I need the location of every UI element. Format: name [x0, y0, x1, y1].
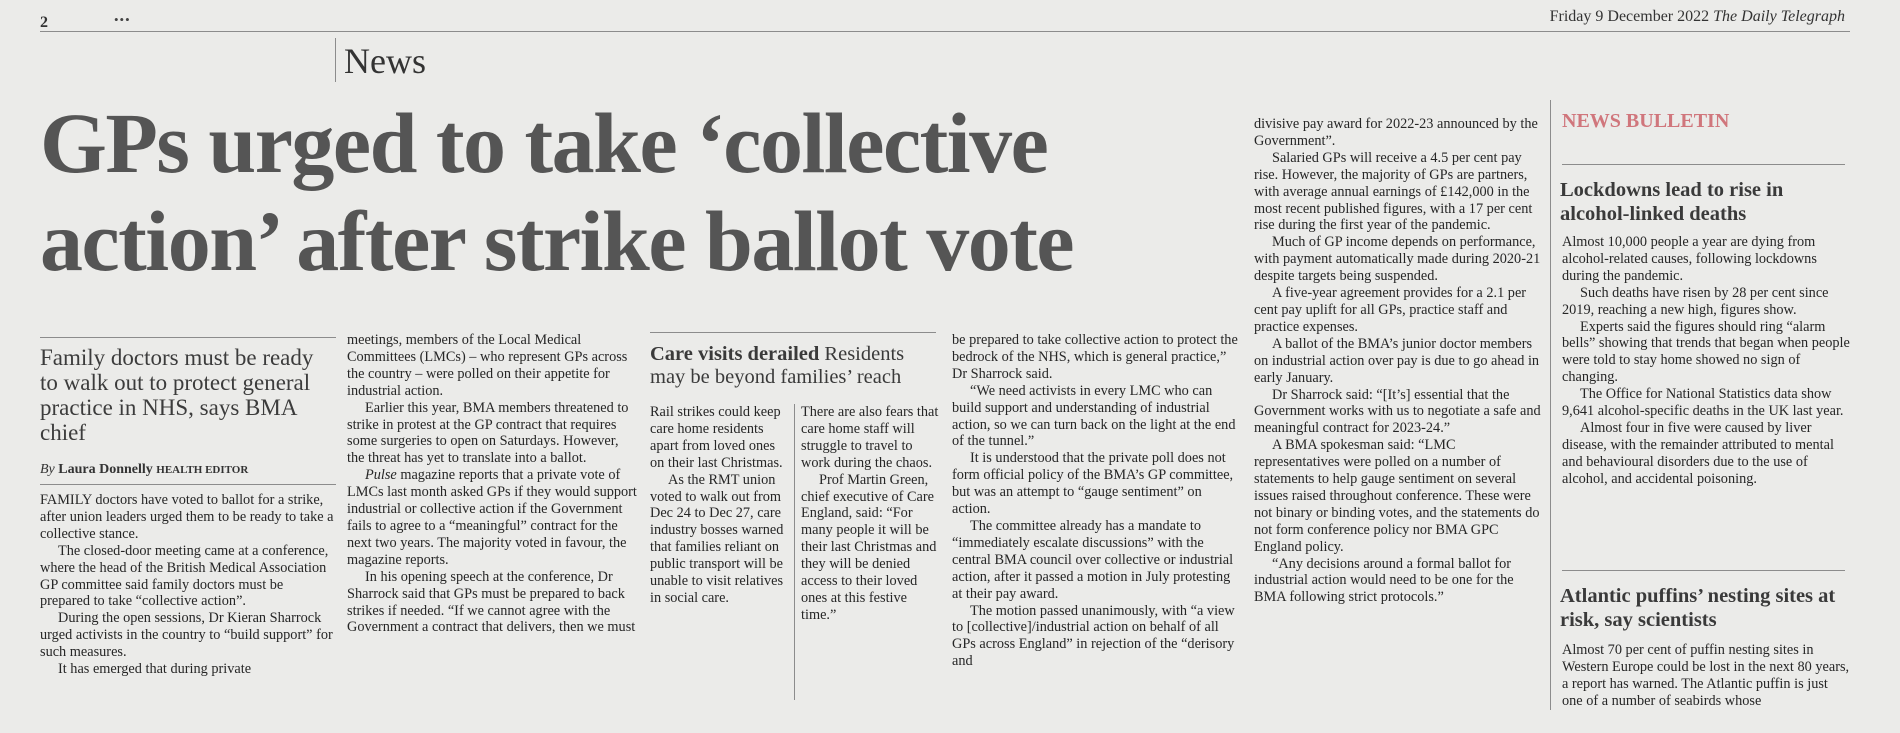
story-paragraph: “Any decisions around a formal ballot for industrial action would need to be one for the BMA following strict protocols.”: [1254, 555, 1514, 606]
story-paragraph: Salaried GPs will receive a 4.5 per cent pay rise. However, the majority of GPs are partners, with average annual earnings of £142,000 in the most recent published figures, with a 17 per cent rise during the first year of the pandemic.: [1254, 149, 1533, 234]
byline: [40, 462, 248, 478]
side-story-headline: [650, 343, 940, 389]
paper-name: The Daily Telegraph: [1713, 8, 1845, 25]
story-paragraph: Much of GP income depends on performance, with payment automatically made during 2020-21 despite targets being suspended.: [1254, 234, 1541, 285]
story-paragraph: FAMILY doctors have voted to ballot for a strike, after union leaders urged them to be ready to take a collective stance.: [40, 492, 334, 542]
side-story-headline-rest: Residents may be beyond families’ reach: [650, 343, 905, 388]
side-story-column-rule: [794, 404, 795, 700]
story-paragraph: The committee already has a mandate to “immediately escalate discussions” with the central BMA council over collective or industrial action, after it passed a motion in July protesting at their pay award.: [952, 517, 1234, 602]
bulletin-rule-2: [1562, 570, 1845, 571]
side-story-column-b: [801, 404, 941, 704]
story-column-4: [1254, 116, 1544, 704]
bulletin-paragraph: The Office for National Statistics data show 9,641 alcohol-specific deaths in the UK last year.: [1562, 386, 1844, 420]
story-paragraph: The closed-door meeting came at a conference, where the head of the British Medical Association GP committee said family doctors must be prepared to take “collective action”.: [40, 542, 329, 610]
bulletin-rule-1: [1562, 164, 1845, 165]
story-paragraph: meetings, members of the Local Medical Committees (LMCs) – who represent GPs across the country – were polled on their appetite for industrial action.: [347, 332, 628, 399]
bulletin-item2-headline: Atlantic puffins’ nesting sites at risk, say scientists: [1560, 585, 1836, 631]
standfirst: Family doctors must be ready to walk out to protect general practice in NHS, says BMA chief: [40, 345, 314, 445]
main-headline-line1: GPs urged to take ‘collective: [40, 95, 1048, 191]
side-story-kicker: Care visits derailed: [650, 343, 820, 365]
story-paragraph: A BMA spokesman said: “LMC representatives were polled on a number of statements to help gauge sentiment on several issues raised throughout conference. These were not binary or binding votes, and the statements do not form conference policy nor BMA GPC England policy.: [1254, 437, 1540, 555]
edition-date: Friday 9 December 2022: [1549, 8, 1710, 25]
story-paragraph: During the open sessions, Dr Kieran Sharrock urged activists in the country to “build support” for such measures.: [40, 610, 333, 661]
story-paragraph: It has emerged that during private: [58, 661, 252, 678]
side-paragraph: Rail strikes could keep care home residents apart from loved ones on their last Christmas.: [650, 404, 783, 471]
story-paragraph: A ballot of the BMA’s junior doctor members on industrial action over pay is due to go ahead in early January.: [1254, 335, 1540, 386]
story-paragraph: divisive pay award for 2022-23 announced by the Government”.: [1254, 116, 1538, 149]
story-paragraph: In his opening speech at the conference, Dr Sharrock said that GPs must be prepared to back strikes if needed. “If we cannot agree with the Government a contract that delivers, then we must: [347, 568, 636, 636]
story-paragraph: The motion passed unanimously, with “a view to [collective]/industrial action on behalf of all GPs across England” in rejection of the “derisory and: [952, 602, 1235, 670]
story-column-1: [40, 492, 336, 704]
masthead-dots: •••: [114, 12, 131, 27]
bulletin-item1-body: [1562, 234, 1852, 556]
side-paragraph: There are also fears that care home staff will struggle to travel to work during the chaos.: [801, 404, 939, 471]
bulletin-paragraph: Almost four in five were caused by liver disease, with the remainder attributed to mental and behavioural disorders due to the use of alcohol, and accidental poisoning.: [1562, 419, 1834, 487]
section-label: News: [344, 41, 426, 81]
publication-name: Pulse: [365, 467, 397, 484]
story-column-2: [347, 332, 637, 704]
story-paragraph: Dr Sharrock said: “[It’s] essential that the Government works with us to negotiate a safe and meaningful contract for 2023-24.”: [1254, 386, 1541, 437]
masthead-rule: [40, 31, 1850, 32]
side-paragraph: Prof Martin Green, chief executive of Care England, said: “For many people it will be their last Christmas and they will be denied access to their loved ones at this festive time.”: [801, 471, 937, 623]
date-line: [1550, 8, 1845, 26]
side-story-column-a: [650, 404, 788, 704]
story-paragraph: be prepared to take collective action to protect the bedrock of the NHS, which is general practice,” Dr Sharrock said.: [952, 332, 1238, 382]
section-divider: [335, 38, 336, 82]
story-paragraph: “We need activists in every LMC who can build support and understanding of industrial action, so we can turn back on the light at the end of the tunnel.”: [952, 382, 1236, 450]
story-paragraph: It is understood that the private poll does not form official policy of the BMA’s GP committee, but was an attempt to “gauge sentiment” on action.: [952, 450, 1234, 518]
bulletin-label: NEWS BULLETIN: [1562, 110, 1730, 132]
byline-rule: [40, 484, 336, 485]
page-number: 2: [40, 14, 48, 31]
byline-prefix: By: [40, 462, 55, 477]
bulletin-divider: [1550, 100, 1551, 710]
story-column-3: [952, 332, 1242, 704]
standfirst-rule: [40, 337, 336, 338]
bulletin-item1-headline: Lockdowns lead to rise in alcohol-linked deaths: [1560, 179, 1784, 225]
byline-name: Laura Donnelly: [58, 462, 153, 477]
story-paragraph: A five-year agreement provides for a 2.1 per cent pay uplift for all GPs, practice staff and practice expenses.: [1254, 285, 1527, 335]
bulletin-paragraph: Such deaths have risen by 28 per cent since 2019, reaching a new high, figures show.: [1562, 284, 1829, 318]
side-story-rule: [650, 332, 936, 333]
side-paragraph: As the RMT union voted to walk out from Dec 24 to Dec 27, care industry bosses warned that families reliant on public transport will be unable to visit relatives in social care.: [650, 471, 784, 606]
story-paragraph: [347, 467, 637, 568]
bulletin-paragraph: Almost 70 per cent of puffin nesting sites in Western Europe could be lost in the next 80 years, a report has warned. The Atlantic puffin is just one of a number of seabirds whose: [1562, 642, 1850, 709]
main-headline-line2: action’ after strike ballot vote: [40, 193, 1074, 289]
story-paragraph: Earlier this year, BMA members threatened to strike in protest at the GP contract that requires some surgeries to open on Saturdays. However, the threat has yet to translate into a ballot.: [347, 399, 629, 467]
byline-role: HEALTH EDITOR: [156, 464, 249, 476]
bulletin-item2-body: [1562, 642, 1852, 712]
bulletin-paragraph: Experts said the figures should ring “alarm bells” showing that trends that began when people were told to stay home showed no sign of changing.: [1562, 318, 1850, 386]
story-paragraph-text: magazine reports that a private vote of LMCs last month asked GPs if they would support industrial or collective action if the Government fails to agree to a “meaningful” contract for the next two years. The majority voted in favour, the magazine reports.: [347, 467, 637, 568]
bulletin-paragraph: Almost 10,000 people a year are dying from alcohol-related causes, following lockdowns during the pandemic.: [1562, 234, 1817, 284]
